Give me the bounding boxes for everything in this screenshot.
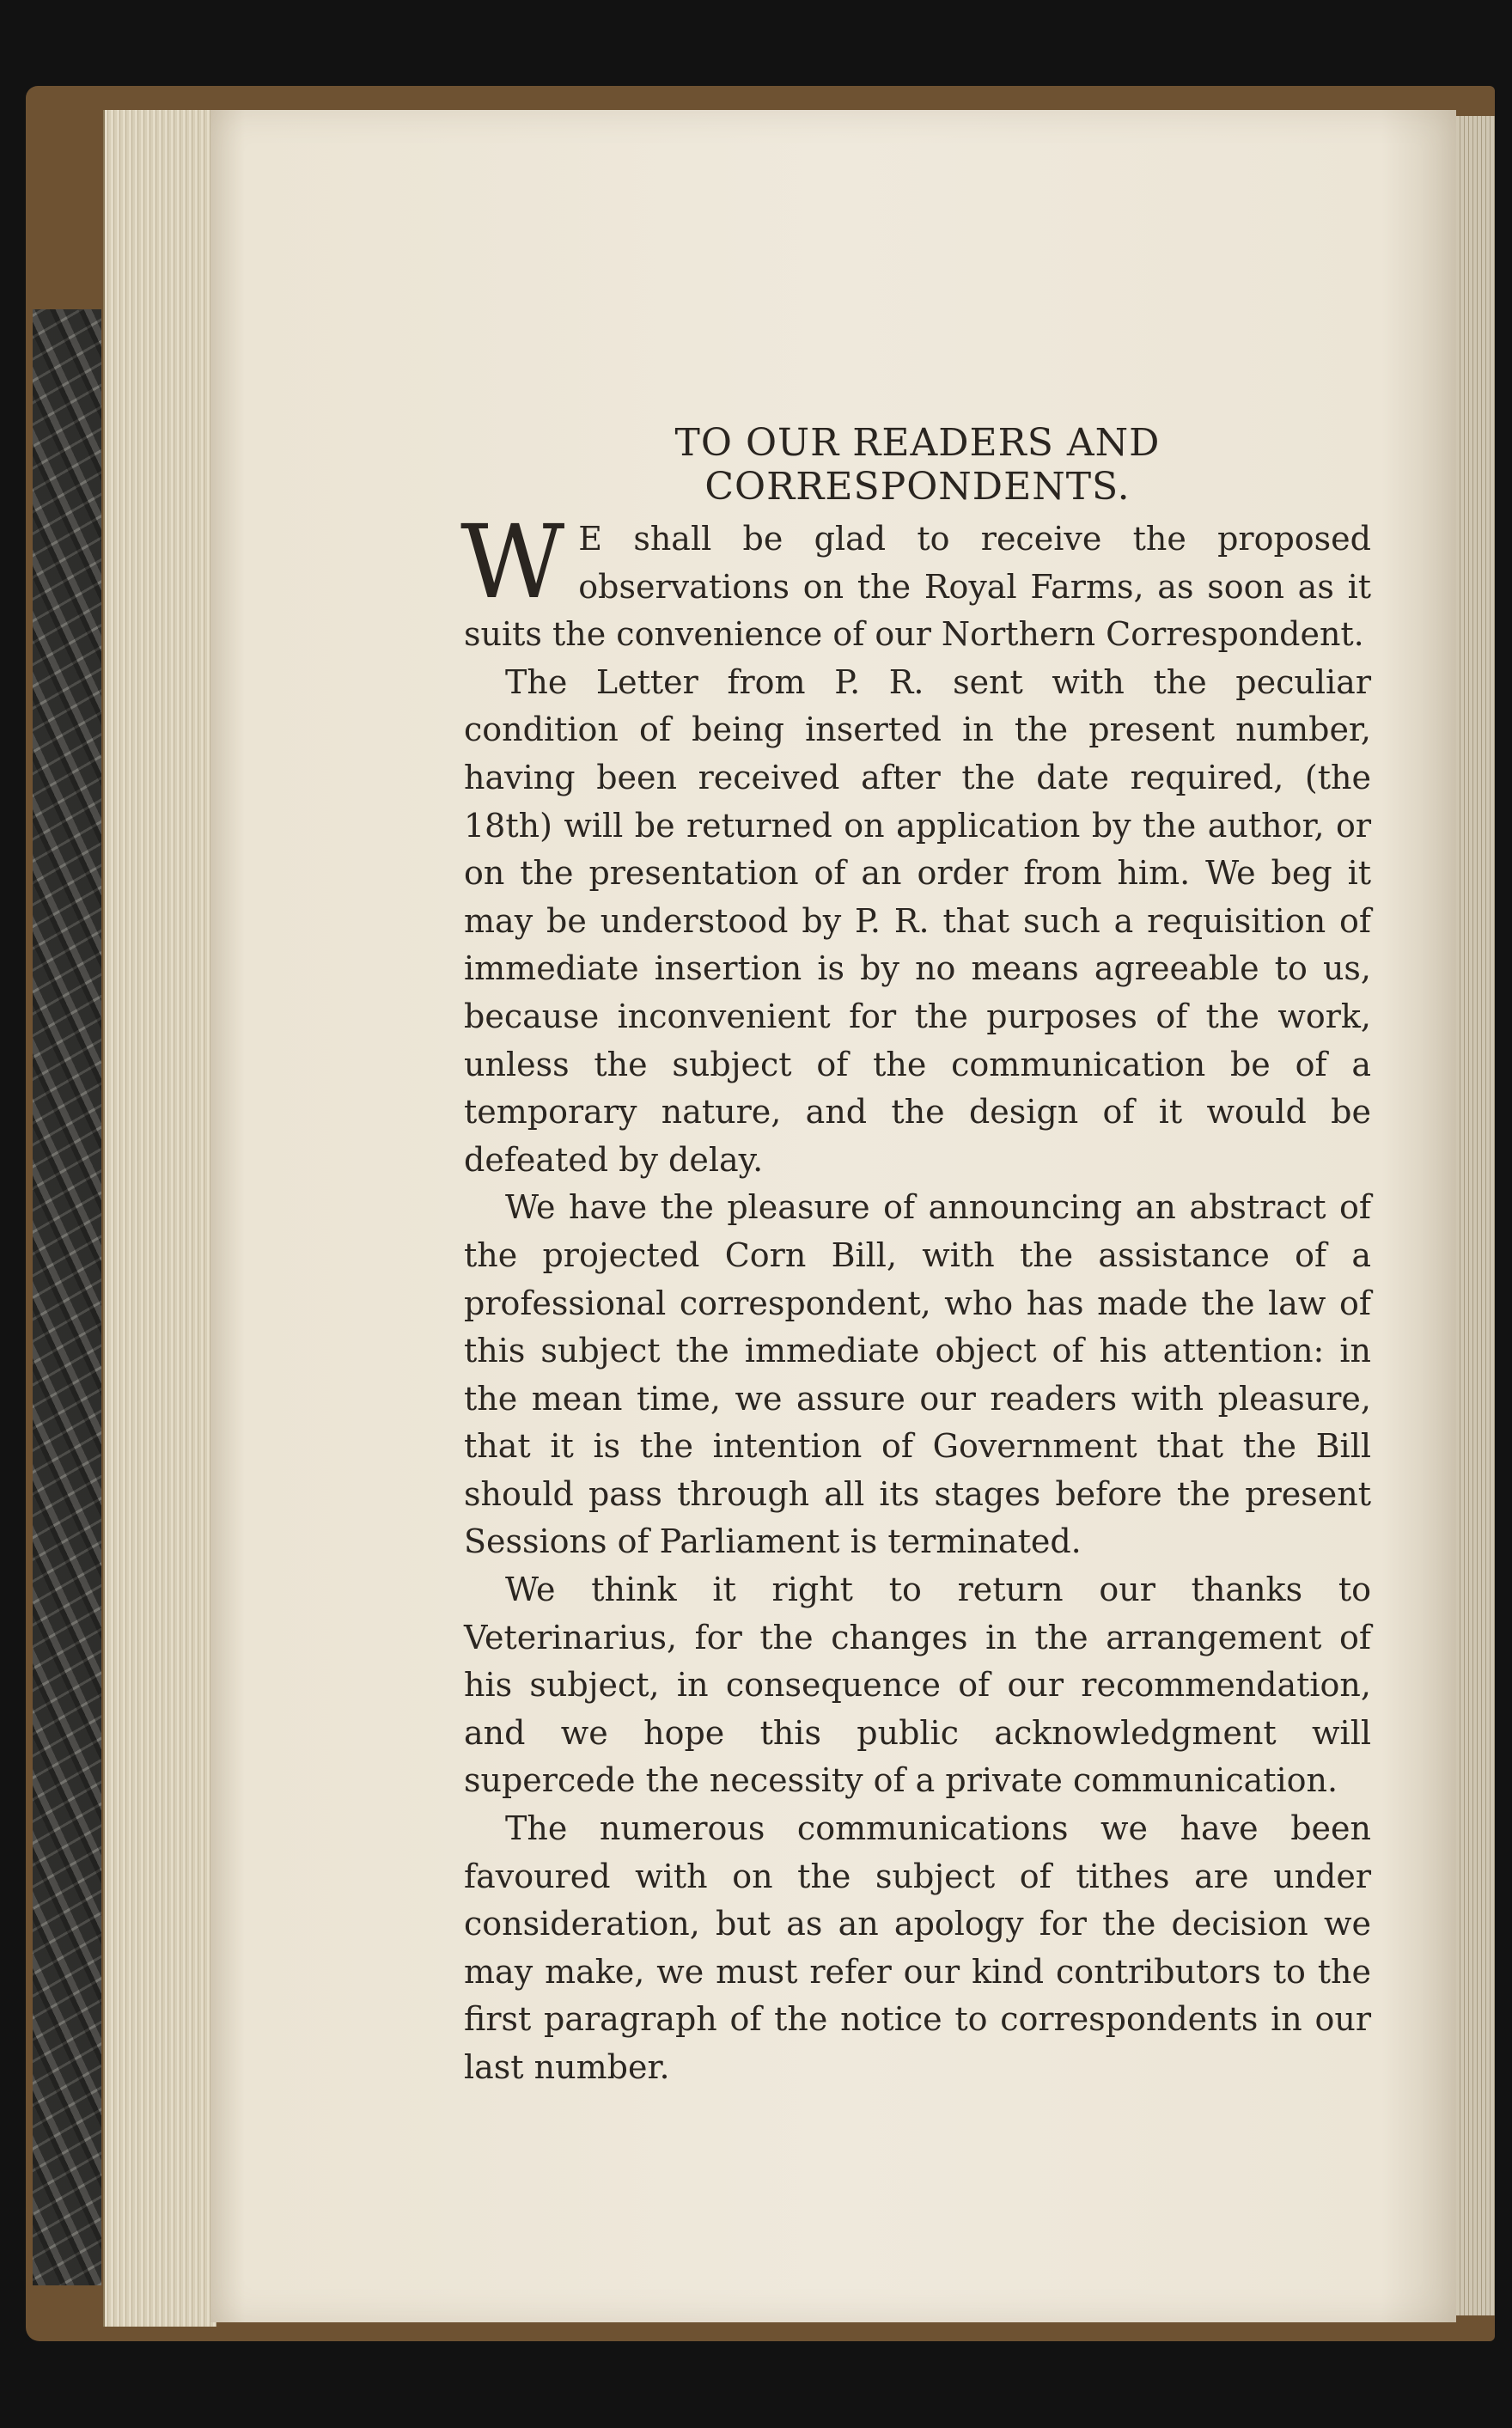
back-leaves xyxy=(1452,116,1495,2315)
paragraph-royal-farms xyxy=(460,503,1371,659)
paragraph-pr-letter: The Letter from P. R. sent with the peculiar condition of being inserted in the present number, having been received after the date required, (the 18th) will be returned on application by the author, or on the presentation of an order from him. We beg it may be understood by P. R. that such a requisition of immediate insertion is by no means agreeable to us, because inconvenient for the purposes of the work, unless the subject of the communication be of a temporary nature, and the design of it would be defeated by delay. xyxy=(464,662,1371,1179)
page-heading: TO OUR READERS AND CORRESPONDENTS. xyxy=(674,421,1161,509)
paragraph-veterinarius: We think it right to return our thanks to Veterinarius, for the changes in the arrangement of his subject, in consequence of our recommendation, and we hope this public acknowledgment will supercede the necessity of a private communication. xyxy=(464,1571,1371,1800)
paragraph-text: E shall be glad to receive the proposed observations on the Royal Farms, as soon as it suits the convenience of our Northern Correspondent. xyxy=(464,520,1371,654)
page-body xyxy=(460,503,1371,2092)
drop-cap: W xyxy=(460,503,565,621)
marbled-board xyxy=(33,309,101,2285)
paragraph-tithes: The numerous communications we have been favoured with on the subject of tithes are under consideration, but as an apology for the decision we may make, we must refer our kind contributors to the first paragraph of the notice to correspondents in our last number. xyxy=(464,1809,1371,2086)
paragraph-corn-bill: We have the pleasure of announcing an abstract of the projected Corn Bill, with the assistance of a professional correspondent, who has made the law of this subject the immediate object of his attention: in the mean time, we assure our readers with pleasure, that it is the intention of Government that the Bill should pass through all its stages before the present Sessions of Parliament is terminated. xyxy=(464,1188,1371,1561)
page-edges xyxy=(103,110,216,2327)
